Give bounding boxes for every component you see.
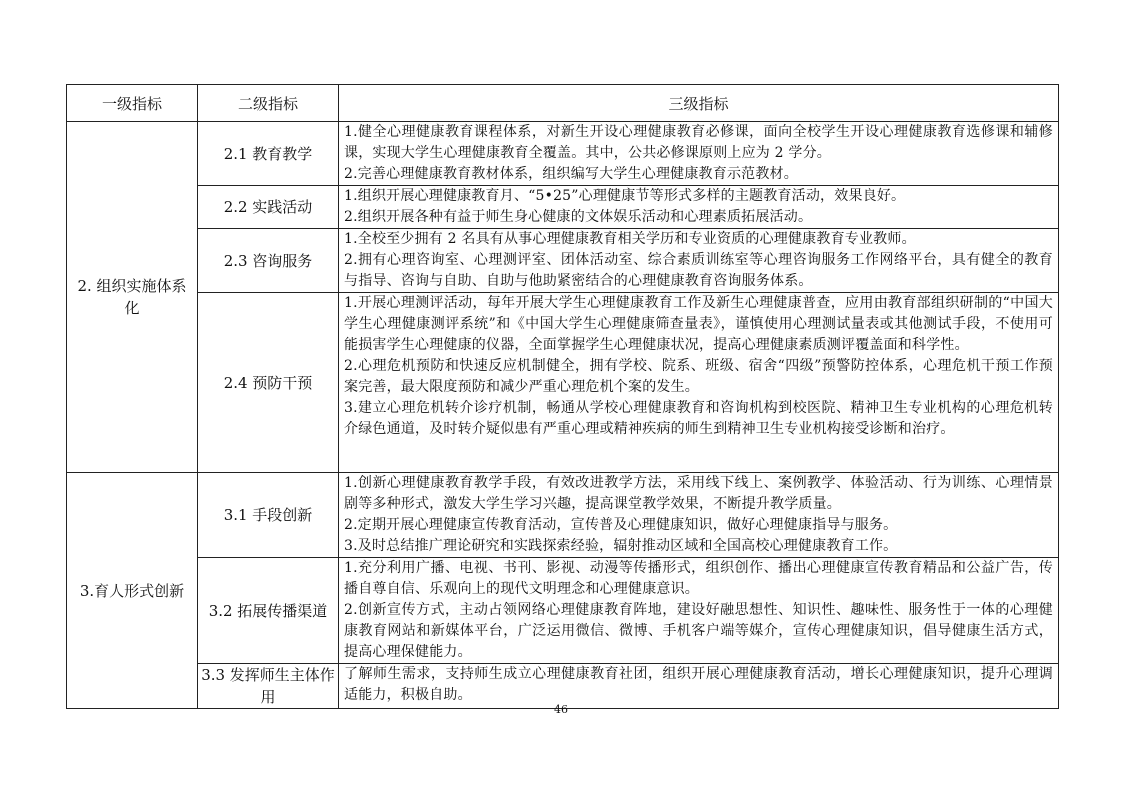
criterion-text: 1.创新心理健康教育教学手段，有效改进教学方法，采用线下线上、案例教学、体验活动、行为训练、心理情景剧等多种形式，激发大学生学习兴趣，提高课堂教学效果，不断提升教学质量。: [344, 475, 1053, 512]
table-header-row: [67, 85, 1059, 122]
level2-cell: 3.2 拓展传播渠道: [198, 558, 339, 664]
level3-cell: [339, 473, 1059, 558]
header-level2: 二级指标: [198, 85, 339, 122]
level2-cell: 3.1 手段创新: [198, 473, 339, 558]
level2-cell: 3.3 发挥师生主体作用: [198, 664, 339, 709]
table-row: [67, 229, 1059, 293]
table-row: [67, 122, 1059, 186]
level3-cell: [339, 122, 1059, 186]
criterion-text: 3.及时总结推广理论研究和实践探索经验，辐射推动区域和全国高校心理健康教育工作。: [344, 538, 898, 554]
criterion-text: 1.全校至少拥有 2 名具有从事心理健康教育相关学历和专业资质的心理健康教育专业教师。: [344, 231, 916, 247]
indicator-table: [66, 84, 1059, 709]
page-number: 46: [554, 703, 568, 716]
criterion-text: 2.完善心理健康教育教材体系，组织编写大学生心理健康教育示范教材。: [344, 166, 798, 182]
level3-cell: [339, 293, 1059, 473]
table-row: [67, 186, 1059, 229]
table-row: [67, 473, 1059, 558]
header-level1: 一级指标: [67, 85, 198, 122]
table-row: [67, 558, 1059, 664]
level3-cell: [339, 558, 1059, 664]
level1-cell: 3.育人形式创新: [67, 473, 198, 709]
header-level3: 三级指标: [339, 85, 1059, 122]
criterion-text: 1.组织开展心理健康教育月、“5•25”心理健康节等形式多样的主题教育活动，效果良好。: [344, 188, 906, 204]
level1-cell: 2. 组织实施体系化: [67, 122, 198, 473]
level3-cell: [339, 229, 1059, 293]
criterion-text: 2.创新宣传方式，主动占领网络心理健康教育阵地，建设好融思想性、知识性、趣味性、服务性于一体的心理健康教育网站和新媒体平台，广泛运用微信、微博、手机客户端等媒介，宣传心理健康知识，倡导健康生活方式，提高心理保健能力。: [344, 602, 1053, 660]
criterion-text: 3.建立心理危机转介诊疗机制，畅通从学校心理健康教育和咨询机构到校医院、精神卫生专业机构的心理危机转介绿色通道，及时转介疑似患有严重心理或精神疾病的师生到精神卫生专业机构接受诊断和治疗。: [344, 400, 1053, 437]
criterion-text: 2.定期开展心理健康宣传教育活动，宣传普及心理健康知识，做好心理健康指导与服务。: [344, 517, 898, 533]
table-row: [67, 293, 1059, 473]
table-row: [67, 664, 1059, 709]
criterion-text: 1.开展心理测评活动，每年开展大学生心理健康教育工作及新生心理健康普查，应用由教育部组织研制的“中国大学生心理健康测评系统”和《中国大学生心理健康筛查量表》，谨慎使用心理测试量表或其他测试手段，不使用可能损害学生心理健康的仪器，全面掌握学生心理健康状况，提高心理健康素质测评覆盖面和科学性。: [344, 295, 1053, 353]
criterion-text: 2.心理危机预防和快速反应机制健全，拥有学校、院系、班级、宿舍“四级”预警防控体系，心理危机干预工作预案完善，最大限度预防和减少严重心理危机个案的发生。: [344, 358, 1053, 395]
level2-cell: 2.4 预防干预: [198, 293, 339, 473]
criterion-text: 2.拥有心理咨询室、心理测评室、团体活动室、综合素质训练室等心理咨询服务工作网络平台，具有健全的教育与指导、咨询与自助、自助与他助紧密结合的心理健康教育咨询服务体系。: [344, 252, 1053, 289]
criterion-text: 2.组织开展各种有益于师生身心健康的文体娱乐活动和心理素质拓展活动。: [344, 209, 813, 225]
level2-cell: 2.3 咨询服务: [198, 229, 339, 293]
level3-cell: [339, 664, 1059, 709]
level2-cell: 2.2 实践活动: [198, 186, 339, 229]
criterion-text: 1.充分利用广播、电视、书刊、影视、动漫等传播形式，组织创作、播出心理健康宣传教育精品和公益广告，传播自尊自信、乐观向上的现代文明理念和心理健康意识。: [344, 560, 1053, 597]
criterion-text: 了解师生需求，支持师生成立心理健康教育社团，组织开展心理健康教育活动，增长心理健康知识，提升心理调适能力，积极自助。: [344, 666, 1053, 703]
level2-cell: 2.1 教育教学: [198, 122, 339, 186]
criterion-text: 1.健全心理健康教育课程体系，对新生开设心理健康教育必修课，面向全校学生开设心理健康教育选修课和辅修课，实现大学生心理健康教育全覆盖。其中，公共必修课原则上应为 2 学分。: [344, 124, 1053, 161]
level3-cell: [339, 186, 1059, 229]
